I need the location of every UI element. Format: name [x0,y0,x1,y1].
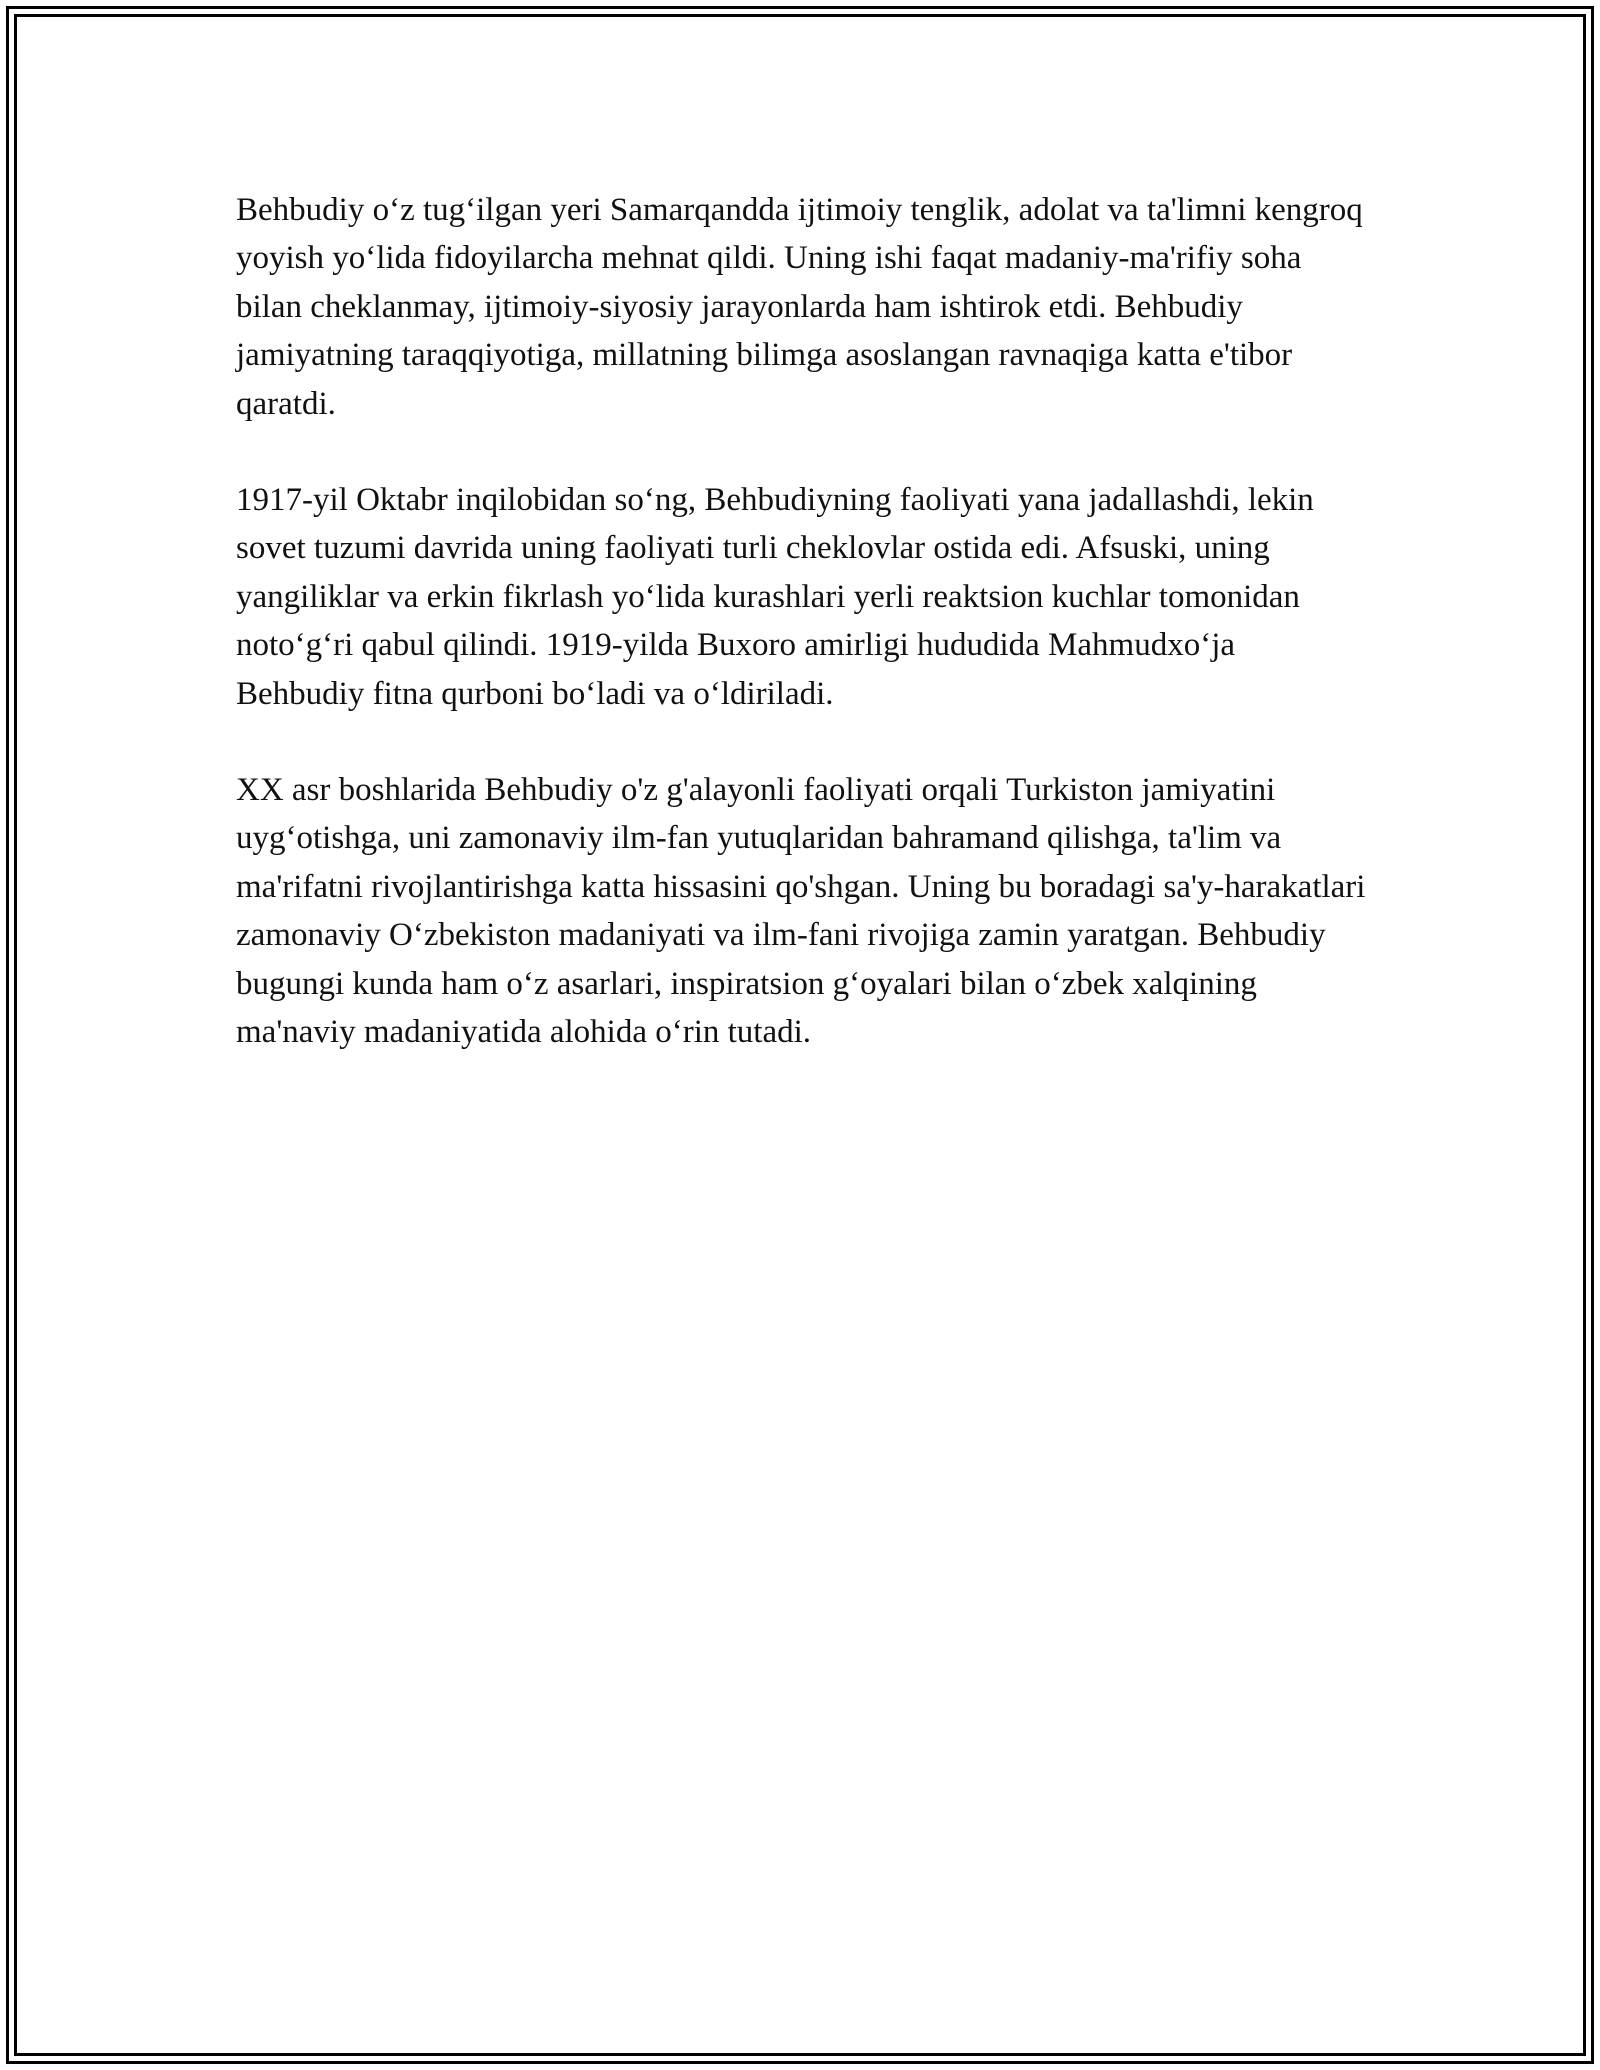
paragraph-2: 1917-yil Oktabr inqilobidan so‘ng, Behbudiyning faoliyati yana jadallashdi, lekin sovet tuzumi davrida uning faoliyati turli cheklovlar ostida edi. Afsuski, uning yangiliklar va erkin fikrlash yo‘lida kurashlari yerli reaktsion kuchlar tomonidan noto‘g‘ri qabul qilindi. 1919-yilda Buxoro amirligi hududida Mahmudxo‘ja Behbudiy fitna qurboni bo‘ladi va o‘ldiriladi. [236,482,1314,712]
paragraph-1: Behbudiy o‘z tug‘ilgan yeri Samarqandda ijtimoiy tenglik, adolat va ta'limni kengroq yoyish yo‘lida fidoyilarcha mehnat qildi. Uning ishi faqat madaniy-ma'rifiy soha bilan cheklanmay, ijtimoiy-siyosiy jarayonlarda ham ishtirok etdi. Behbudiy jamiyatning taraqqiyotiga, millatning bilimga asoslangan ravnaqiga katta e'tibor qaratdi. [236,192,1363,422]
document-body [236,186,1366,1105]
paragraph-3: XX asr boshlarida Behbudiy o'z g'alayonli faoliyati orqali Turkiston jamiyatini uyg‘otishga, uni zamonaviy ilm-fan yutuqlaridan bahramand qilishga, ta'lim va ma'rifatni rivojlantirishga katta hissasini qo'shgan. Uning bu boradagi sa'y-harakatlari zamonaviy O‘zbekiston madaniyati va ilm-fani rivojiga zamin yaratgan. Behbudiy bugungi kunda ham o‘z asarlari, inspiratsion g‘oyalari bilan o‘zbek xalqining ma'naviy madaniyatida alohida o‘rin tutadi. [236,772,1366,1051]
